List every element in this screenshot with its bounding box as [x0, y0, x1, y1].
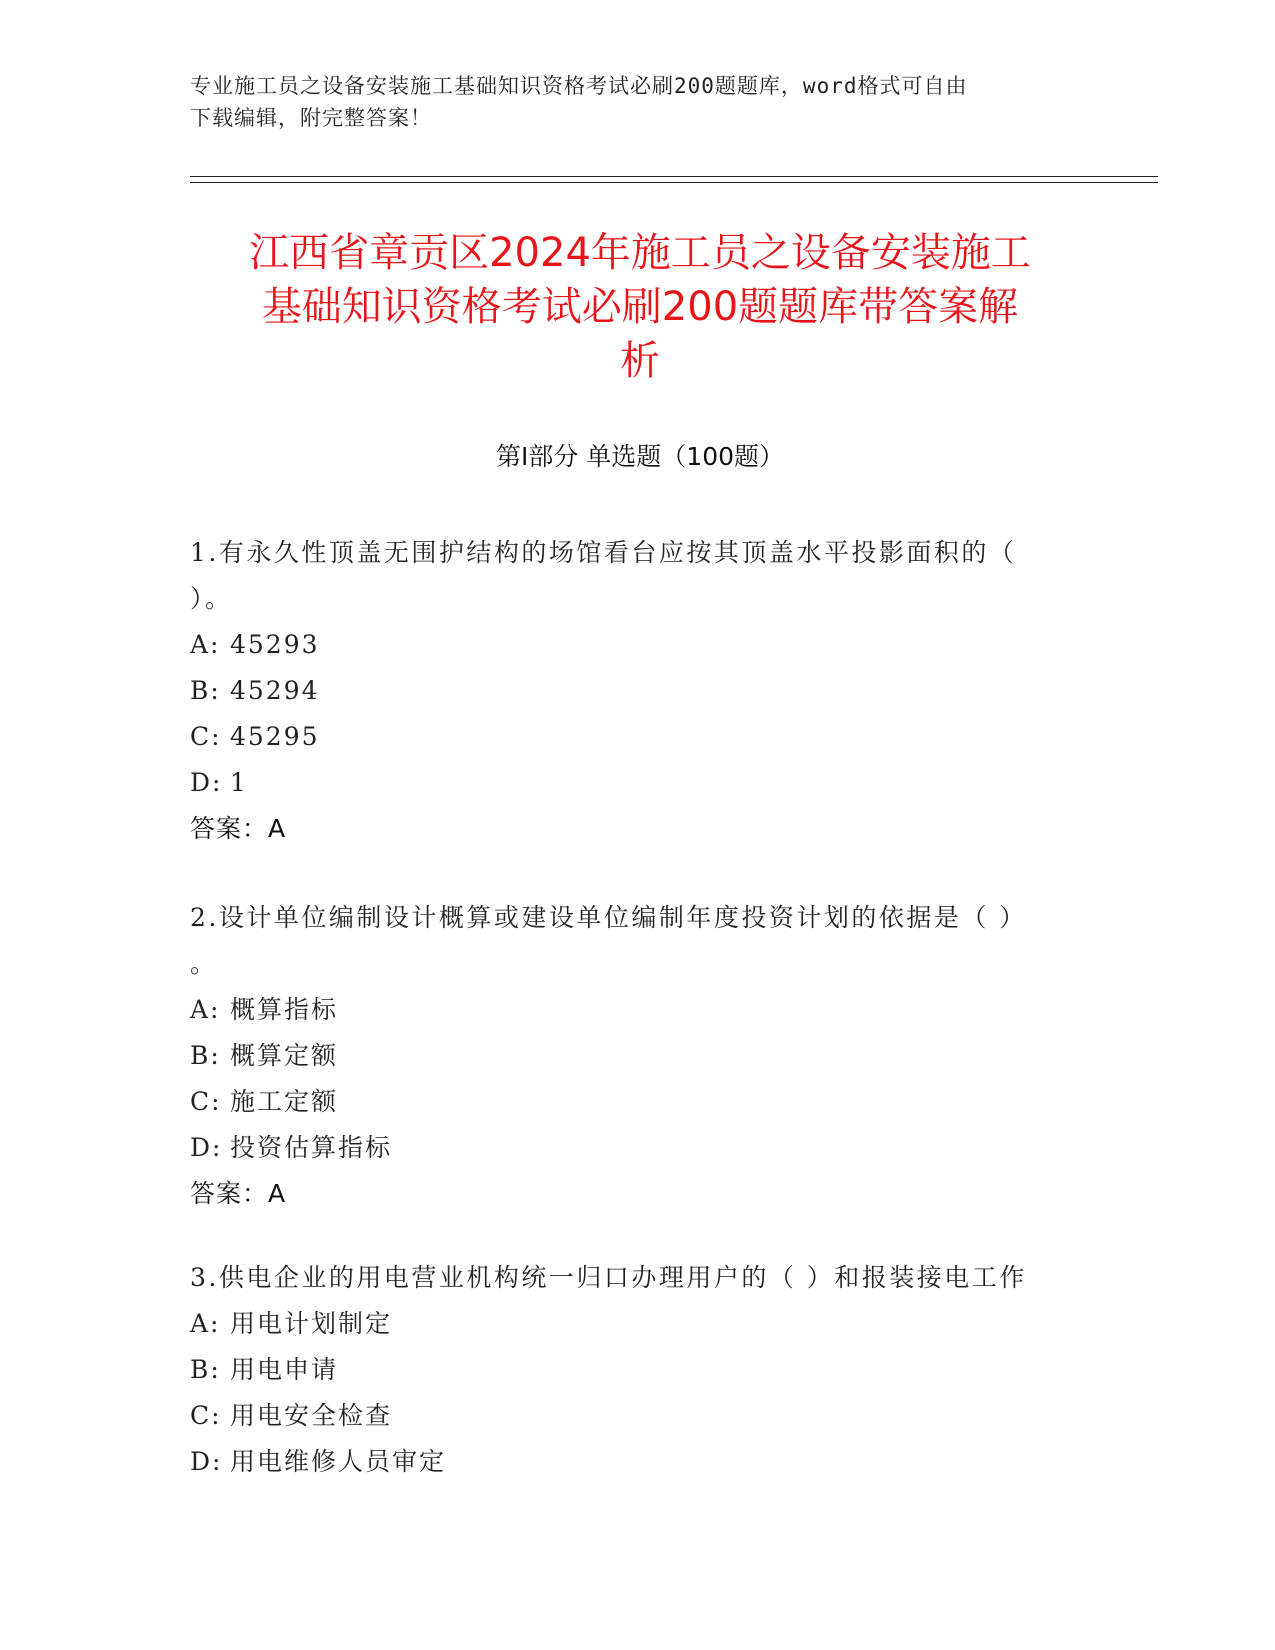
- option-text: 用电维修人员审定: [230, 1447, 447, 1476]
- option-c: [190, 1393, 1090, 1439]
- header-divider-bottom: [190, 182, 1158, 183]
- option-text: 用电安全检查: [230, 1401, 393, 1430]
- answer-label: 答案：A: [190, 814, 287, 843]
- option-text: 投资估算指标: [230, 1133, 393, 1162]
- question-stem-line: 。: [190, 949, 218, 978]
- option-text: 1: [230, 768, 248, 797]
- option-d: [190, 1439, 1090, 1485]
- option-key: B:: [190, 1041, 221, 1070]
- option-text: 概算指标: [230, 995, 339, 1024]
- question-stem-line: 3.供电企业的用电营业机构统一归口办理用户的（ ）和报装接电工作: [190, 1263, 1027, 1292]
- header-divider-top: [190, 176, 1158, 177]
- option-a: [190, 622, 1090, 668]
- option-key: B:: [190, 676, 221, 705]
- option-a: [190, 1301, 1090, 1347]
- option-c: [190, 714, 1090, 760]
- option-key: A:: [190, 995, 221, 1024]
- option-key: D:: [190, 1133, 223, 1162]
- option-text: 施工定额: [230, 1087, 339, 1116]
- option-c: [190, 1079, 1090, 1125]
- option-d: [190, 1125, 1090, 1171]
- section-heading: 第Ⅰ部分 单选题（100题）: [495, 442, 785, 471]
- question-1: [190, 530, 1090, 852]
- document-title-line3: 析: [620, 338, 660, 384]
- option-b: [190, 668, 1090, 714]
- option-a: [190, 987, 1090, 1033]
- option-key: C:: [190, 1401, 222, 1430]
- header-note: [190, 70, 1090, 134]
- question-2: [190, 895, 1090, 1217]
- document-title: [180, 226, 1100, 388]
- option-text: 45294: [230, 676, 320, 705]
- option-text: 45293: [230, 630, 320, 659]
- option-key: D:: [190, 1447, 223, 1476]
- document-title-line1: 江西省章贡区2024年施工员之设备安装施工: [249, 230, 1031, 276]
- option-text: 概算定额: [230, 1041, 339, 1070]
- option-key: A:: [190, 630, 221, 659]
- option-key: A:: [190, 1309, 221, 1338]
- question-stem: [190, 895, 1090, 987]
- header-note-line1: 专业施工员之设备安装施工基础知识资格考试必刷200题题库，word格式可自由: [190, 74, 968, 98]
- question-stem: [190, 1255, 1090, 1301]
- option-text: 用电申请: [230, 1355, 339, 1384]
- answer-label: 答案：A: [190, 1179, 287, 1208]
- option-text: 45295: [230, 722, 320, 751]
- option-text: 用电计划制定: [230, 1309, 393, 1338]
- option-d: [190, 760, 1090, 806]
- option-key: C:: [190, 722, 222, 751]
- option-key: C:: [190, 1087, 222, 1116]
- document-title-line2: 基础知识资格考试必刷200题题库带答案解: [261, 284, 1019, 330]
- question-stem: [190, 530, 1090, 622]
- question-3: [190, 1255, 1090, 1485]
- option-key: D:: [190, 768, 223, 797]
- option-b: [190, 1347, 1090, 1393]
- header-note-line2: 下载编辑，附完整答案！: [190, 106, 432, 130]
- question-stem-line: 1.有永久性顶盖无围护结构的场馆看台应按其顶盖水平投影面积的（: [190, 538, 1017, 567]
- option-b: [190, 1033, 1090, 1079]
- question-stem-line: 2.设计单位编制设计概算或建设单位编制年度投资计划的依据是（ ）: [190, 903, 1027, 932]
- option-key: B:: [190, 1355, 221, 1384]
- question-stem-line: ）。: [190, 584, 233, 613]
